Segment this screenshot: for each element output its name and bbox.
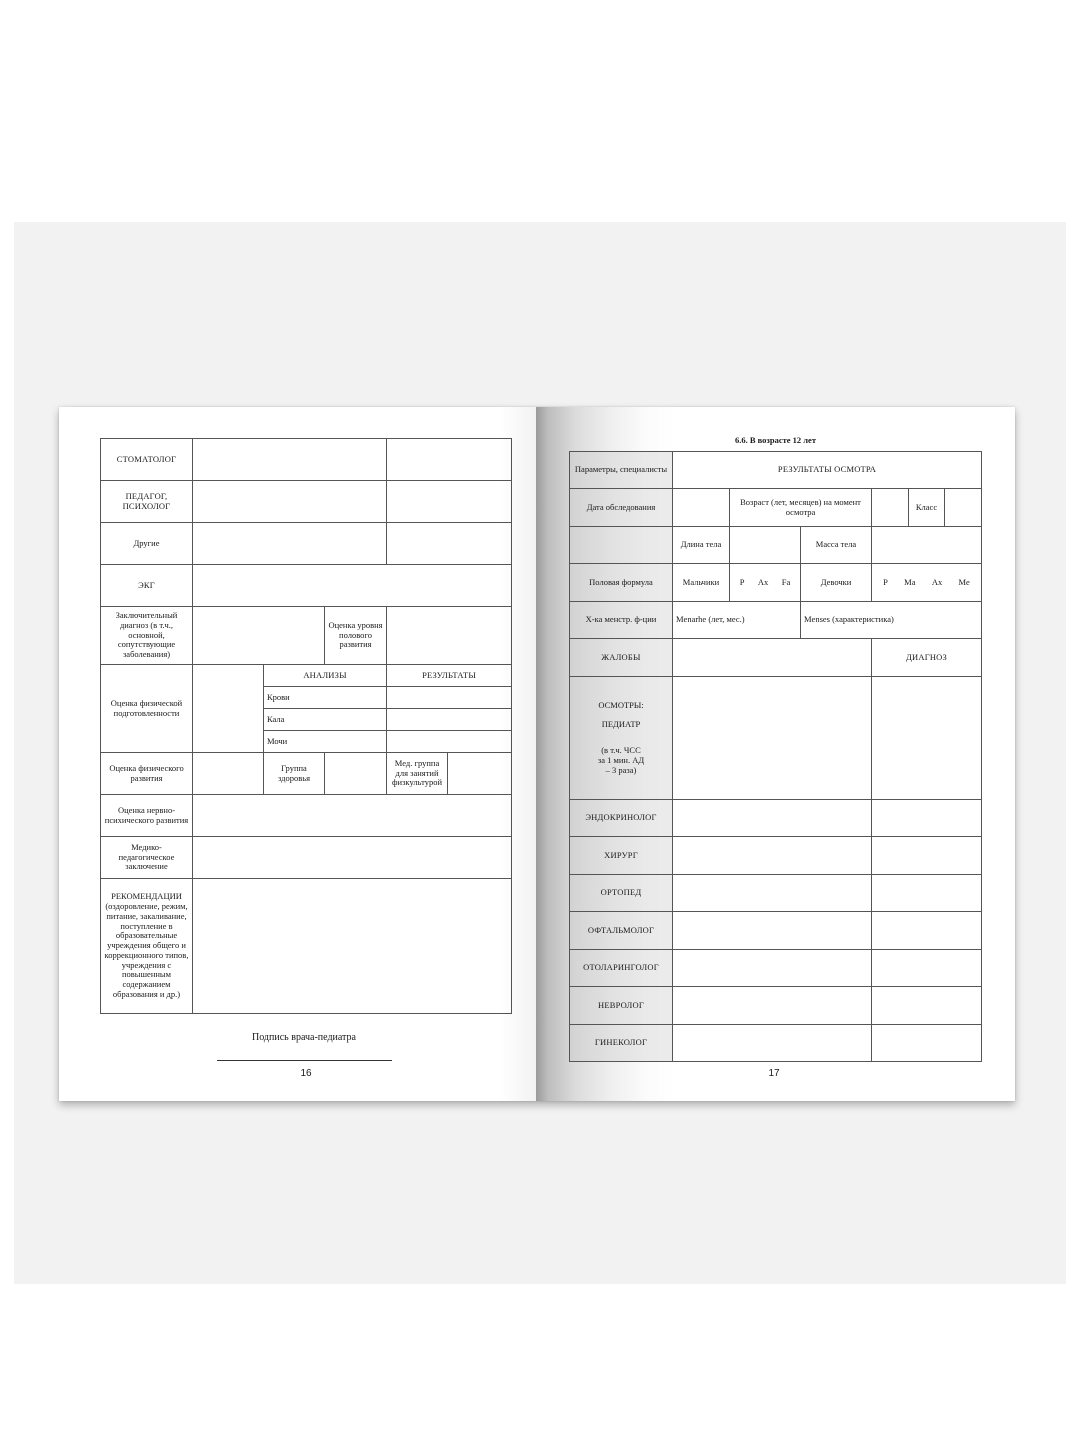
label-neuro-dev: Оценка нервно-психического развития	[101, 795, 193, 837]
field-otolaringolog-diagnosis[interactable]	[872, 950, 982, 987]
row-final-diagnosis	[101, 607, 512, 665]
field-drugie-2[interactable]	[387, 523, 512, 565]
field-oftalmolog-diagnosis[interactable]	[872, 912, 982, 950]
row-med-ped	[101, 837, 512, 879]
field-endocrinolog-diagnosis[interactable]	[872, 800, 982, 837]
field-girls-formula[interactable]	[872, 564, 982, 602]
field-hirurg-diagnosis[interactable]	[872, 837, 982, 875]
header-diagnosis: ДИАГНОЗ	[872, 639, 982, 677]
label-pedagog: ПЕДАГОГ, ПСИХОЛОГ	[101, 481, 193, 523]
label-final-diagnosis: Заключительный диагноз (в т.ч., основной, сопутствующие заболевания)	[101, 607, 193, 665]
label-menses[interactable]: Menses (характеристика)	[801, 602, 982, 639]
label-body-length: Длина тела	[673, 527, 730, 564]
field-body-mass[interactable]	[872, 527, 982, 564]
row-endocrinolog	[570, 800, 982, 837]
row-phys-dev	[101, 753, 512, 795]
field-ortoped-results[interactable]	[673, 875, 872, 912]
field-ekg[interactable]	[193, 565, 512, 607]
row-stomatolog	[101, 439, 512, 481]
field-hirurg-results[interactable]	[673, 837, 872, 875]
field-oftalmolog-results[interactable]	[673, 912, 872, 950]
label-med-ped: Медико-педагогическое заключение	[101, 837, 193, 879]
label-sex-formula: Половая формула	[570, 564, 673, 602]
row-analyses-header	[101, 665, 512, 687]
mark-girls-me: Me	[958, 576, 970, 587]
mark-girls-ma: Ma	[904, 576, 916, 587]
row-ortoped	[570, 875, 982, 912]
label-stomatolog: СТОМАТОЛОГ	[101, 439, 193, 481]
label-complaints: ЖАЛОБЫ	[570, 639, 673, 677]
label-class: Класс	[909, 489, 945, 527]
label-age: Возраст (лет, месяцев) на момент осмотра	[730, 489, 872, 527]
field-stomatolog-1[interactable]	[193, 439, 387, 481]
field-endocrinolog-results[interactable]	[673, 800, 872, 837]
field-nevrolog-results[interactable]	[673, 987, 872, 1025]
label-phys-prep: Оценка физической подготовленности	[101, 665, 193, 753]
field-boys-formula[interactable]	[730, 564, 801, 602]
field-urine[interactable]	[387, 731, 512, 753]
field-pediatr-results[interactable]	[673, 677, 872, 800]
row-ginekolog	[570, 1025, 982, 1062]
label-med-group: Мед. группа для занятий физкультурой	[387, 753, 448, 795]
field-ginekolog-results[interactable]	[673, 1025, 872, 1062]
label-pediatr: ПЕДИАТР	[601, 719, 641, 730]
mark-girls-ax: Ax	[931, 576, 943, 587]
field-ginekolog-diagnosis[interactable]	[872, 1025, 982, 1062]
field-otolaringolog-results[interactable]	[673, 950, 872, 987]
mark-boys-fa: Fa	[781, 576, 791, 587]
row-complaints	[570, 639, 982, 677]
label-boys: Мальчики	[673, 564, 730, 602]
header-results: РЕЗУЛЬТАТЫ	[387, 665, 512, 687]
signature-label: Подпись врача-педиатра	[252, 1032, 356, 1043]
mark-boys-ax: Ax	[757, 576, 769, 587]
field-neuro-dev[interactable]	[193, 795, 512, 837]
label-menstr: Х-ка менстр. ф-ции	[570, 602, 673, 639]
label-health-group: Группа здоровья	[264, 753, 325, 795]
label-blood: Крови	[264, 687, 387, 709]
label-ortoped: ОРТОПЕД	[570, 875, 673, 912]
label-urine: Мочи	[264, 731, 387, 753]
label-drugie: Другие	[101, 523, 193, 565]
field-phys-prep[interactable]	[193, 665, 264, 753]
row-nevrolog	[570, 987, 982, 1025]
field-complaints[interactable]	[673, 639, 872, 677]
mark-girls-p: P	[883, 576, 888, 587]
label-oftalmolog: ОФТАЛЬМОЛОГ	[570, 912, 673, 950]
label-endocrinolog: ЭНДОКРИНОЛОГ	[570, 800, 673, 837]
row-oftalmolog	[570, 912, 982, 950]
label-girls: Девочки	[801, 564, 872, 602]
row-otolaringolog	[570, 950, 982, 987]
row-sex-formula	[570, 564, 982, 602]
field-class[interactable]	[945, 489, 982, 527]
label-exam-date: Дата обследования	[570, 489, 673, 527]
row-drugie	[101, 523, 512, 565]
header-exam-results: РЕЗУЛЬТАТЫ ОСМОТРА	[673, 452, 982, 489]
header-analyses: АНАЛИЗЫ	[264, 665, 387, 687]
page-17	[536, 407, 1015, 1101]
row-body	[570, 527, 982, 564]
field-age[interactable]	[872, 489, 909, 527]
label-pediatr-block	[570, 677, 673, 800]
row-pedagog	[101, 481, 512, 523]
label-body-blank	[570, 527, 673, 564]
field-pediatr-diagnosis[interactable]	[872, 677, 982, 800]
field-final-diagnosis[interactable]	[193, 607, 325, 665]
field-ortoped-diagnosis[interactable]	[872, 875, 982, 912]
row-menstr	[570, 602, 982, 639]
right-form-table	[569, 451, 982, 1062]
field-health-group[interactable]	[325, 753, 387, 795]
field-recommendations[interactable]	[193, 879, 512, 1014]
field-phys-dev[interactable]	[193, 753, 264, 795]
label-ekg: ЭКГ	[101, 565, 193, 607]
row-recommendations	[101, 879, 512, 1014]
label-pediatr-note: (в т.ч. ЧСС за 1 мин. АД – 3 раза)	[597, 745, 645, 775]
left-form-table	[100, 438, 512, 1014]
row-exam-date	[570, 489, 982, 527]
row-neuro-dev	[101, 795, 512, 837]
label-menarche[interactable]: Menarhe (лет, мес.)	[673, 602, 801, 639]
field-stomatolog-2[interactable]	[387, 439, 512, 481]
page-16	[59, 407, 536, 1101]
page-number-left: 16	[300, 1068, 312, 1079]
field-drugie-1[interactable]	[193, 523, 387, 565]
label-recommendations: РЕКОМЕНДАЦИИ (оздоровление, режим, питание, закаливание, поступление в образовательные учреждения общего и коррекционного типов, учреждения с повышенным содержанием образования и др.)	[101, 879, 193, 1014]
label-params: Параметры, специалисты	[570, 452, 673, 489]
row-params	[570, 452, 982, 489]
field-pedagog-2[interactable]	[387, 481, 512, 523]
label-ginekolog: ГИНЕКОЛОГ	[570, 1025, 673, 1062]
field-pedagog-1[interactable]	[193, 481, 387, 523]
section-title: 6.6. В возрасте 12 лет	[734, 435, 817, 445]
label-otolaringolog: ОТОЛАРИНГОЛОГ	[570, 950, 673, 987]
field-med-ped[interactable]	[193, 837, 512, 879]
label-nevrolog: НЕВРОЛОГ	[570, 987, 673, 1025]
label-body-mass: Масса тела	[801, 527, 872, 564]
field-body-length[interactable]	[730, 527, 801, 564]
row-pediatr	[570, 677, 982, 800]
label-feces: Кала	[264, 709, 387, 731]
gutter-shadow	[499, 407, 536, 1101]
field-exam-date[interactable]	[673, 489, 730, 527]
field-nevrolog-diagnosis[interactable]	[872, 987, 982, 1025]
label-hirurg: ХИРУРГ	[570, 837, 673, 875]
row-ekg	[101, 565, 512, 607]
page-number-right: 17	[768, 1068, 780, 1079]
row-hirurg	[570, 837, 982, 875]
mark-boys-p: P	[739, 576, 745, 587]
field-blood[interactable]	[387, 687, 512, 709]
field-feces[interactable]	[387, 709, 512, 731]
label-sexual-development: Оценка уровня полового развития	[325, 607, 387, 665]
booklet-spread	[59, 407, 1015, 1101]
field-sexual-development[interactable]	[387, 607, 512, 665]
signature-line[interactable]	[217, 1060, 392, 1061]
label-phys-dev: Оценка физического развития	[101, 753, 193, 795]
label-exams: ОСМОТРЫ:	[598, 699, 644, 710]
